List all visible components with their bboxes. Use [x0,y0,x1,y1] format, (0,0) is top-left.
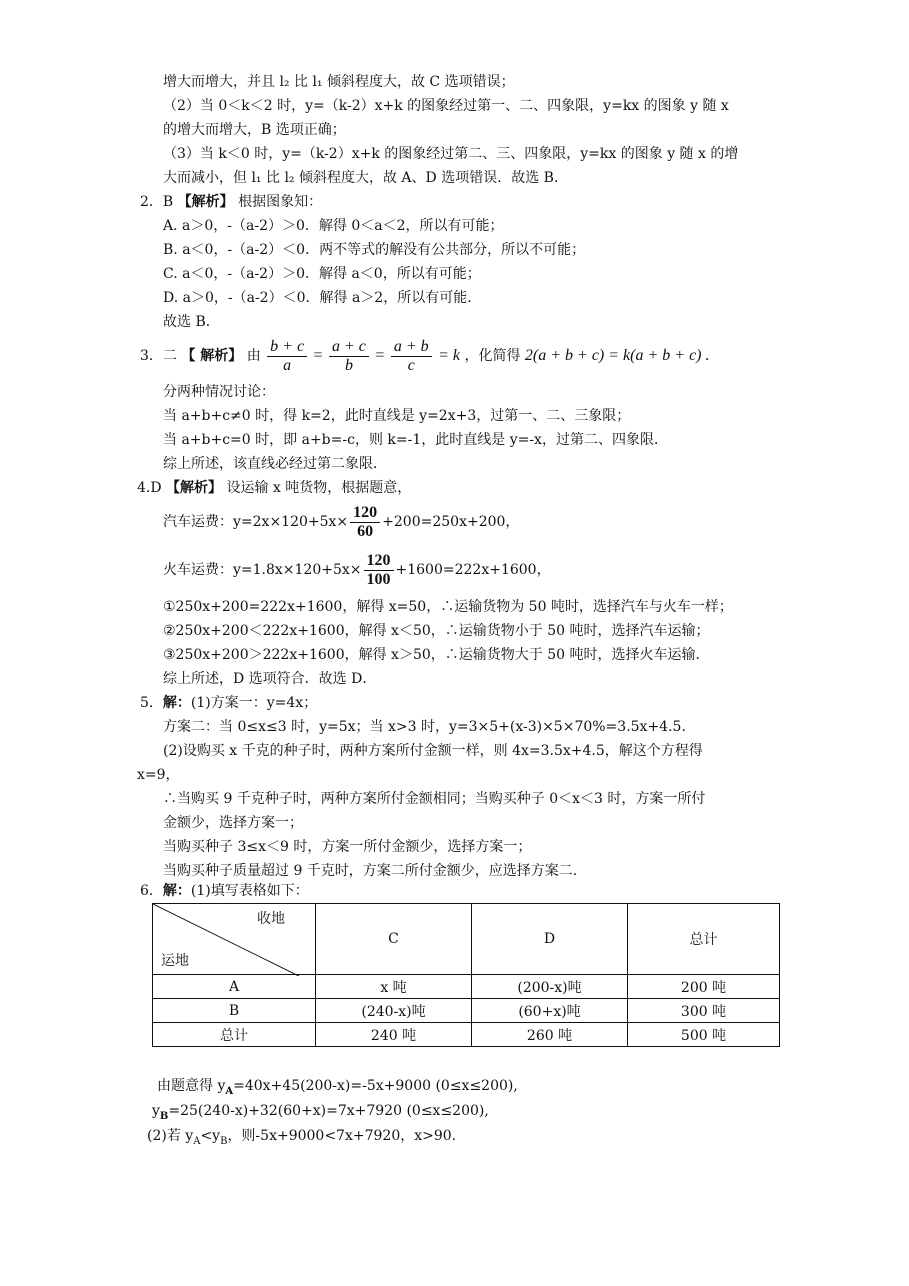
table-cell: 240 吨 [316,1023,472,1047]
q3-eqk: = k [438,347,460,364]
l11: 故选 B． [163,314,220,330]
l22: ③250x+200＞222x+1600，解得 x＞50，∴运输货物大于 50 吨时，选择火车运输． [163,647,710,663]
q6-tag: 解： [162,883,191,899]
l5: 大而减小，但 l₁ 比 l₂ 倾斜程度大，故 A、D 选项错误．故选 B． [163,170,568,186]
l10: D. a＞0，-（a-2）＜0．解得 a＞2，所以有可能． [163,290,482,306]
q5-rest: (1)方案一：y=4x； [190,695,318,711]
l31: 当购买种子质量超过 9 千克时，方案二所付金额少，应选择方案二. [163,863,578,879]
l20: ①250x+200=222x+1600，解得 x=50，∴运输货物为 50 吨时，选择汽车与火车一样； [163,599,733,615]
l29: 金额少，选择方案一； [163,815,303,831]
q6-num: 6． [140,883,163,899]
row-label: 总计 [153,1023,316,1047]
q6-rest: (1)填写表格如下： [190,883,309,899]
l13: 分两种情况讨论： [163,384,275,400]
q6-line [140,880,309,902]
q3-mid: ，化简得 [464,348,521,364]
q3-num: 3．二 [140,348,177,364]
table-cell: 300 吨 [628,999,780,1023]
table-cell: (200-x)吨 [472,975,628,999]
q4-train-frac: $\frac{120}{100}$ [364,552,394,589]
q2-num: 2．B [140,194,174,210]
diag-top-label: 收地 [257,911,285,927]
l27: x=9， [137,767,180,783]
l4: （3）当 k＜0 时，y=（k-2）x+k 的图象经过第二、三、四象限，y=kx 的图象 y 随 x 的增 [163,146,739,162]
table-row [153,999,780,1023]
table-cell: 260 吨 [472,1023,628,1047]
l2: （2）当 0＜k＜2 时，y=（k-2）x+k 的图象经过第一、二、四象限，y=kx 的图象 y 随 x [163,98,729,114]
diagonal-header-cell [153,904,316,975]
after-line-2: $y_B=25(240-x)+32(60+x)=7x+7920$ (0≤x≤200), [152,1103,489,1122]
table-row [153,975,780,999]
q5-num: 5． [140,695,163,711]
transport-table [152,903,780,1047]
row-label: B [153,999,316,1023]
l30: 当购买种子 3≤x＜9 时，方案一所付金额少，选择方案一； [163,839,532,855]
q5-tag: 解： [162,695,191,711]
q3-frac-3: $\frac{a + b}{c}$ [391,338,432,375]
table-row [153,1023,780,1047]
l23: 综上所述，D 选项符合．故选 D． [163,671,377,687]
header-total: 总计 [628,904,780,975]
table-cell: (60+x)吨 [472,999,628,1023]
diag-bottom-label: 运地 [161,953,189,969]
table-cell: 500 吨 [628,1023,780,1047]
q3-frac-1: $\frac{b + c}{a}$ [267,338,307,375]
after-line-3: (2)若 $y_A<y_B$，则-5x+9000<7x+7920，x>90. [147,1128,457,1147]
q4-car: 汽车运费：y=2x×120+5x× $\frac{120}{60}$ +200=250x+200， [163,503,520,540]
q4-rest: 设运输 x 吨货物，根据题意， [226,480,412,496]
q3-line: 3．二 【 解析】 由 $\frac{b + c}{a}$ = $\frac{a + c}{b}$ = $\frac{a + b}{c}$ = k ，化简得 2(a + b + c) = k(a + b + c) . [140,337,710,374]
l8: B. a＜0，-（a-2）＜0．两不等式的解没有公共部分，所以不可能； [163,242,586,258]
header-c: C [316,904,472,975]
q4-num: 4.D [137,480,162,496]
table-cell: x 吨 [316,975,472,999]
q3-frac-2: $\frac{a + c}{b}$ [329,338,369,375]
l26: (2)设购买 x 千克的种子时，两种方案所付金额一样，则 4x=3.5x+4.5，解这个方程得 [163,743,703,759]
l21: ②250x+200＜222x+1600，解得 x＜50，∴运输货物小于 50 吨时，选择汽车运输； [163,623,710,639]
l9: C. a＜0，-（a-2）＞0．解得 a＜0，所以有可能； [163,266,481,282]
l15: 当 a+b+c=0 时，即 a+b=-c，则 k=-1，此时直线是 y=-x，过第二、四象限． [163,432,668,448]
q2-rest: 根据图象知： [238,194,323,210]
q3-tail: 2(a + b + c) = k(a + b + c) . [524,347,710,364]
q2-line [140,191,322,213]
l7: A. a＞0，-（a-2）＞0．解得 0＜a＜2，所以有可能； [163,218,504,234]
l25: 方案二：当 0≤x≤3 时，y=5x；当 x>3 时，y=3×5+(x-3)×5×70%=3.5x+4.5. [163,719,686,735]
table-header-row [153,904,780,975]
row-label: A [153,975,316,999]
header-d: D [472,904,628,975]
l1: 增大而增大，并且 l₂ 比 l₁ 倾斜程度大，故 C 选项错误； [163,74,515,90]
table-cell: 200 吨 [628,975,780,999]
q4-line [137,477,411,499]
q4-train: 火车运费：y=1.8x×120+5x× $\frac{120}{100}$ +1600=222x+1600， [163,551,551,588]
q2-tag: 【解析】 [177,194,234,210]
l28: ∴当购买 9 千克种子时，两种方案所付金额相同；当购买种子 0＜x＜3 时，方案一所付 [163,791,706,807]
table-cell: (240-x)吨 [316,999,472,1023]
l3: 的增大而增大，B 选项正确； [163,122,346,138]
q5-line [140,692,317,714]
l16: 综上所述，该直线必经过第二象限． [163,456,387,472]
after-line-1: 由题意得 $y_A=40x+45(200-x)=-5x+9000$ (0≤x≤200), [157,1078,518,1097]
q4-tag: 【解析】 [166,480,223,496]
q4-car-frac: $\frac{120}{60}$ [350,504,380,541]
q3-pre: 由 [246,348,261,364]
q3-tag: 【 解析】 [181,348,243,364]
l14: 当 a+b+c≠0 时，得 k=2，此时直线是 y=2x+3，过第一、二、三象限； [163,408,631,424]
